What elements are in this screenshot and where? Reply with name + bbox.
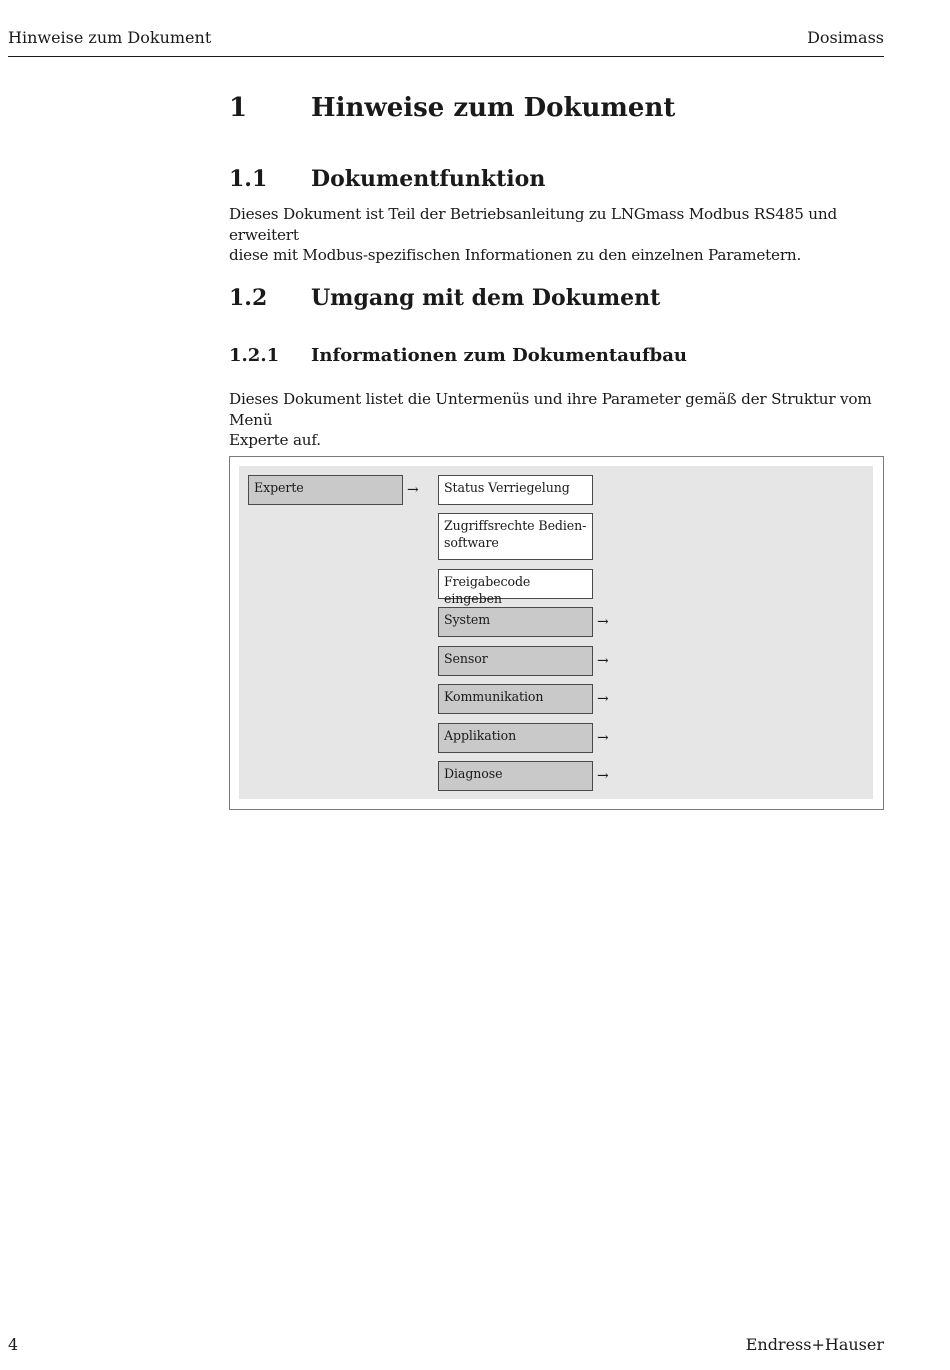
arrow-right-icon: → <box>597 691 609 707</box>
menu-box-zugriffsrechte <box>438 513 593 560</box>
menu-box-applikation <box>438 723 593 753</box>
section-1-1-title: Dokumentfunktion <box>311 166 546 192</box>
menu-box-status-verriegelung <box>438 475 593 505</box>
menu-box-sensor <box>438 646 593 676</box>
paragraph-line: Dieses Dokument listet die Untermenüs und ihre Parameter gemäß der Struktur vom Menü <box>229 390 872 429</box>
menu-box-label: System <box>444 612 491 627</box>
menu-box-label-line: Zugriffsrechte Bedien- <box>444 518 587 533</box>
menu-box-label: Experte <box>254 480 304 495</box>
header-divider <box>8 56 884 57</box>
page-number: 4 <box>8 1335 19 1354</box>
menu-box-label: Diagnose <box>444 766 503 781</box>
menu-box-system <box>438 607 593 637</box>
running-header-title: Hinweise zum Dokument <box>8 28 212 47</box>
section-1-2-1-paragraph <box>229 389 889 451</box>
section-1-1-number: 1.1 <box>229 166 268 192</box>
menu-box-diagnose <box>438 761 593 791</box>
section-1-2-number: 1.2 <box>229 285 268 311</box>
paragraph-line: Dieses Dokument ist Teil der Betriebsanleitung zu LNGmass Modbus RS485 und erweitert <box>229 205 837 244</box>
arrow-right-icon: → <box>407 482 419 498</box>
section-1-title: Hinweise zum Dokument <box>311 93 676 123</box>
paragraph-line: Experte auf. <box>229 431 321 449</box>
arrow-right-icon: → <box>597 653 609 669</box>
menu-box-label-line: software <box>444 534 499 550</box>
running-header-product: Dosimass <box>807 28 884 47</box>
menu-box-label: Sensor <box>444 651 488 666</box>
arrow-right-icon: → <box>597 768 609 784</box>
menu-box-label: Freigabecode eingeben <box>444 574 531 606</box>
footer-brand: Endress+Hauser <box>745 1335 884 1354</box>
arrow-right-icon: → <box>597 730 609 746</box>
menu-box-freigabecode <box>438 569 593 606</box>
section-1-number: 1 <box>229 93 248 123</box>
section-1-2-title: Umgang mit dem Dokument <box>311 285 661 311</box>
paragraph-line: diese mit Modbus-spezifischen Informationen zu den einzelnen Parametern. <box>229 246 802 264</box>
menu-box-label: Status Verriegelung <box>444 480 570 495</box>
menu-box-kommunikation <box>438 684 593 714</box>
section-1-2-1-number: 1.2.1 <box>229 345 280 366</box>
menu-box-label: Kommunikation <box>444 689 544 704</box>
section-1-1-paragraph <box>229 204 889 266</box>
arrow-right-icon: → <box>597 614 609 630</box>
menu-box-label: Applikation <box>444 728 517 743</box>
menu-box-experte <box>248 475 403 505</box>
section-1-2-1-title: Informationen zum Dokumentaufbau <box>311 345 688 366</box>
